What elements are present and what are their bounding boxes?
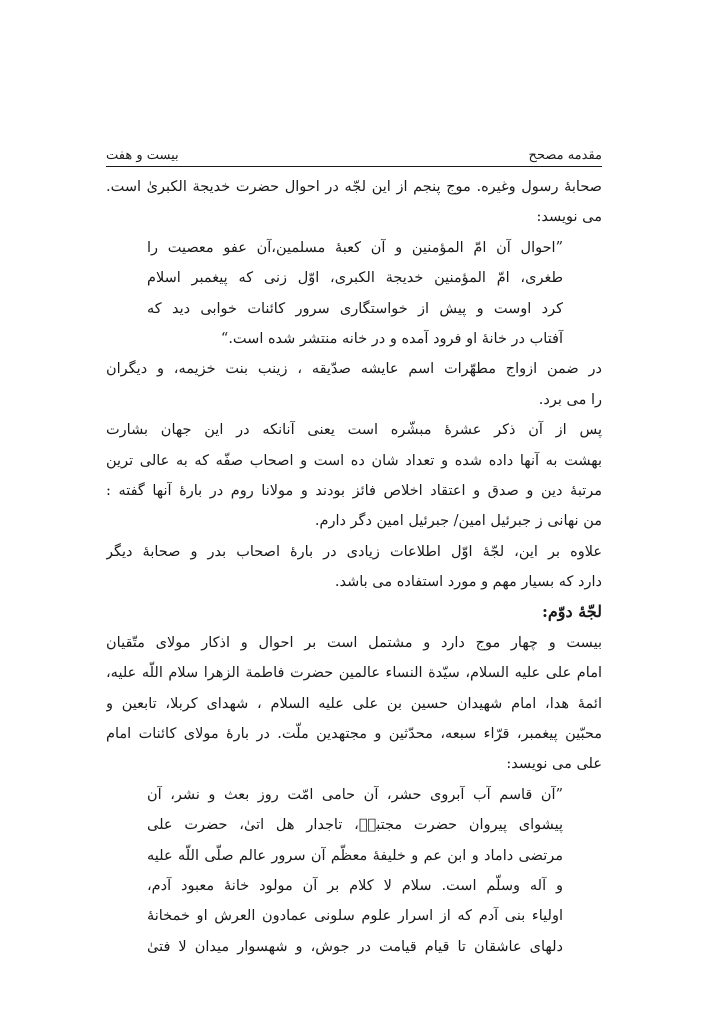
text-line: صحابۀ رسول وغیره. موج پنجم از این لجّه در احوال حضرت خدیجة الکبریٰ است. [106, 179, 602, 195]
quote-line: ”احوال آن امّ المؤمنین و آن کعبۀ مسلمین،آن عفو معصیت را [147, 239, 563, 256]
quote-line: کرد اوست و پیش از خواستگاری سرور کائنات خوابی دید که [147, 300, 563, 317]
text-line: محبّین پیغمبر، قرّاء سبعه، محدّثین و مجتهدین ملّت. در بارۀ مولای کائنات امام [106, 726, 602, 743]
quote-line: دلهای عاشقان تا قیام قیامت در جوش، و شهسوار میدان لا فتیٰ [147, 938, 563, 955]
header-page-number: بیست و هفت [106, 148, 179, 163]
text-line: می نویسد: [536, 209, 602, 226]
text-line: پس از آن ذکر عشرۀ مبشّره است یعنی آنانکه در این جهان بشارت [106, 422, 602, 439]
text-line: بیست و چهار موج دارد و مشتمل است بر احوال و اذکار مولای متّقیان [106, 634, 602, 651]
text-line: را می برد. [538, 391, 602, 408]
text-line: دارد که بسیار مهم و مورد استفاده می باشد. [334, 574, 602, 591]
text-line: علاوه بر این، لجّۀ اوّل اطلاعات زیادی در بارۀ اصحاب بدر و صحابۀ دیگر [106, 543, 602, 560]
body-text [106, 172, 602, 962]
section-heading: لجّۀ دوّم: [541, 602, 602, 622]
quote-line: پیشوای پیروان حضرت مجتبیؐ، تاجدار هل اتیٰ، حضرت علی [147, 817, 563, 834]
text-line: در ضمن ازواج مطهّرات اسم عایشه صدّیقه ، زینب بنت خزیمه، و دیگران [106, 361, 602, 378]
quote-line: و آله وسلّم است. سلام لا کلام بر آن مولود خانۀ معبود آدم، [147, 877, 563, 894]
text-line: بهشت به آنها داده شده و تعداد شان ده است و اصحاب صفّه که به عالی ترین [106, 452, 602, 469]
quote-line: اولیاء بنی آدم که از اسرار علوم سلونی عمادون العرش او خمخانۀ [147, 908, 563, 925]
quote-line: ”آن قاسم آب آبروی حشر، آن حامی امّت روز بعث و نشر، آن [147, 786, 563, 803]
text-line: ائمۀ هدا، امام شهیدان حسین بن علی علیه السلام ، شهدای کربلا، تابعین و [106, 695, 602, 712]
quote-line: آفتاب در خانۀ او فرود آمده و در خانه منتشر شده است.“ [220, 330, 563, 347]
text-line: من نهانی ز جبرئیل امین/ جبرئیل امین دگر دارم. [314, 513, 602, 530]
text-line: علی می نویسد: [506, 756, 602, 773]
text-line: امام علی علیه السلام، سیّدة النساء عالمین حضرت فاطمة الزهرا سلام اللّه علیه، [106, 665, 602, 682]
quote-line: مرتضی داماد و ابن عم و خلیفۀ معظّم آن سرور عالم صلّی اللّه علیه [147, 847, 563, 864]
header-section-title: مقدمه مصحح [528, 148, 602, 163]
running-header [106, 141, 602, 163]
header-rule [106, 166, 602, 167]
quote-line: طغری، امّ المؤمنین خدیجة الکبری، اوّل زنی که پیغمبر اسلام [147, 270, 563, 287]
text-line: مرتبۀ دین و صدق و اعتقاد اخلاص فائز بودند و مولانا روم در بارۀ آنها گفته : [106, 482, 602, 499]
